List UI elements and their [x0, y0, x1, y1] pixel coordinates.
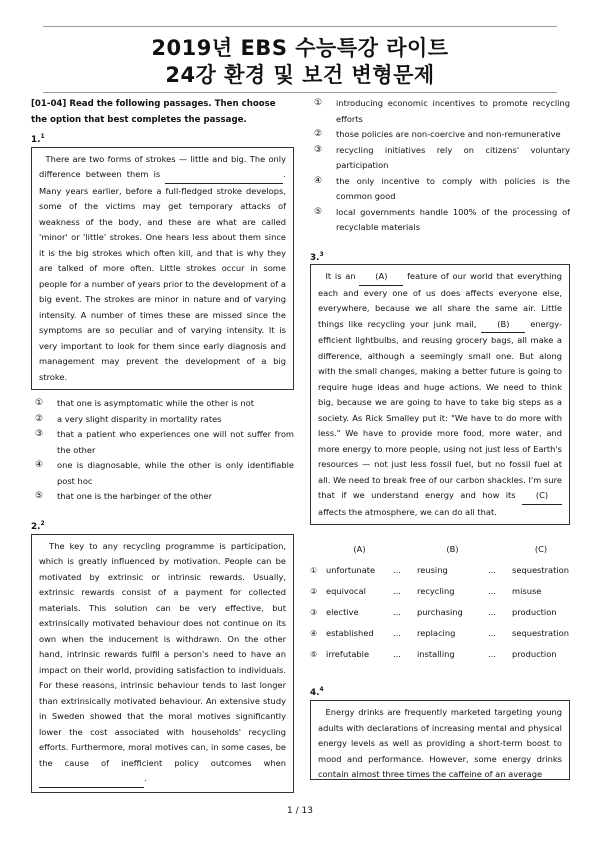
page-number: 1 / 13	[287, 806, 313, 816]
question-2-passage: The key to any recycling programme is participation, which is greatly influenced by motivation. People can be motivated by extrinsic or intrinsic rewards. Usually, extrinsic rewards consist of a payment for collected materials. This solution can be very effective, but extrinsically motivated behaviour does not continue on its own when the inducement is withdrawn. On the other hand, intrinsic rewards fulfil a person's need to have an impact on their world, providing satisfaction to individuals. For these reasons, intrinsic behaviour tends to last longer than extrinsically motivated behaviour. An extensive study in Sweden showed that the moral motives significantly lower the cost associated with households' recycling efforts. Furthermore, moral motives can, in some cases, be the cause of inefficient policy outcomes when .	[31, 534, 294, 793]
instructions: [01-04] Read the following passages. Then choose the option that best completes the passage.	[31, 99, 276, 125]
table-row[interactable]: ① unfortunate ... reusing ... sequestration	[310, 565, 570, 576]
option-2[interactable]: ② a very slight disparity in mortality rates	[35, 413, 222, 424]
blank-c: (C)	[522, 488, 562, 505]
column-a-header: (A)	[353, 544, 366, 555]
answer-blank	[165, 167, 283, 184]
question-1-options	[35, 396, 294, 505]
table-row[interactable]: ③ elective ... purchasing ... production	[310, 607, 557, 618]
option-5[interactable]: ⑤ local governments handle 100% of the processing of recyclable materials	[314, 206, 570, 232]
table-row[interactable]: ② equivocal ... recycling ... misuse	[310, 586, 542, 597]
header-top-rule	[43, 26, 557, 27]
page-title-line1: 2019년 EBS 수능특강 라이트	[151, 36, 449, 60]
option-4[interactable]: ④ one is diagnosable, while the other is only identifiable post hoc	[35, 460, 294, 486]
question-3-number: 3.$^3$	[310, 250, 324, 263]
table-header-row	[310, 539, 570, 560]
question-3-passage: It is an (A) feature of our world that everything each and every one of us does affects everyone else, everywhere, because we all share the same air. Little things like recycling your junk mail, (B) energy-efficient lightbulbs, and reusing grocery bags, all make a difference, although a seemingly small one. But along with the small changes, making a better future is going to require huge ideas and huge actions. We need to think big, because we are going to have to take big steps as a society. As Rick Smalley put it: "We have to do more with less." We have to provide more food, more water, and more energy to more people, using not just less of Earth's resources — not just less fossil fuel, but no fossil fuel at all. We need to break free of our carbon shackles. I'm sure that if we understand energy and how its (C) affects the atmosphere, we can do all that.	[310, 264, 570, 525]
blank-b: (B)	[481, 317, 525, 334]
table-row[interactable]: ④ established ... replacing ... sequestration	[310, 628, 570, 639]
question-1-number: 1.$^1$	[31, 133, 45, 145]
option-1[interactable]: ① that one is asymptomatic while the other is not	[35, 398, 254, 409]
option-5[interactable]: ⑤ that one is the harbinger of the other	[35, 491, 213, 502]
page-title-line2: 24강 환경 및 보건 변형문제	[165, 63, 435, 87]
option-3[interactable]: ③ recycling initiatives rely on citizens' voluntary participation	[314, 144, 570, 170]
question-2-options	[314, 96, 570, 236]
question-4-passage: Energy drinks are frequently marketed targeting young adults with declarations of increasing mental and physical energy levels as well as providing a short-term boost to mood and performance. However, some energy drinks contain almost three times the caffeine of an average	[310, 700, 570, 780]
blank-a: (A)	[359, 269, 403, 286]
option-4[interactable]: ④ the only incentive to comply with policies is the common good	[314, 175, 570, 201]
column-c-header: (C)	[534, 544, 548, 555]
question-4-number: 4.$^4$	[310, 686, 324, 699]
column-b-header: (B)	[446, 544, 459, 555]
table-row[interactable]: ⑤ irrefutable ... installing ... production	[310, 649, 557, 660]
question-1-passage: There are two forms of strokes — little and big. The only difference between them is . Many years earlier, before a full-fledged stroke develops, some of the victims may get temporary attacks of weakness of the body, and these are what are called 'minor' or 'little' strokes. One hears less about them since it is the big strokes which often kill, and that is why they are talked of more often. Little strokes occur in some people for a number of years prior to the development of a big event. The strokes are minor in nature and of varying intensity. A number of times these are missed since the symptoms are so peculiar and of varying intensity. It is very important to look for them since early diagnosis and management may prevent the development of a big stroke.	[31, 147, 294, 391]
question-2-number: 2.$^2$	[31, 519, 45, 532]
header-bottom-rule	[43, 92, 557, 93]
question-3-answer-table	[310, 539, 570, 665]
option-3[interactable]: ③ that a patient who experiences one will not suffer from the other	[35, 429, 294, 455]
right-column	[310, 96, 570, 780]
option-1[interactable]: ① introducing economic incentives to promote recycling efforts	[314, 98, 570, 124]
option-2[interactable]: ② those policies are non-coercive and non-remunerative	[314, 129, 561, 139]
answer-blank	[39, 771, 144, 788]
left-column	[31, 96, 294, 793]
